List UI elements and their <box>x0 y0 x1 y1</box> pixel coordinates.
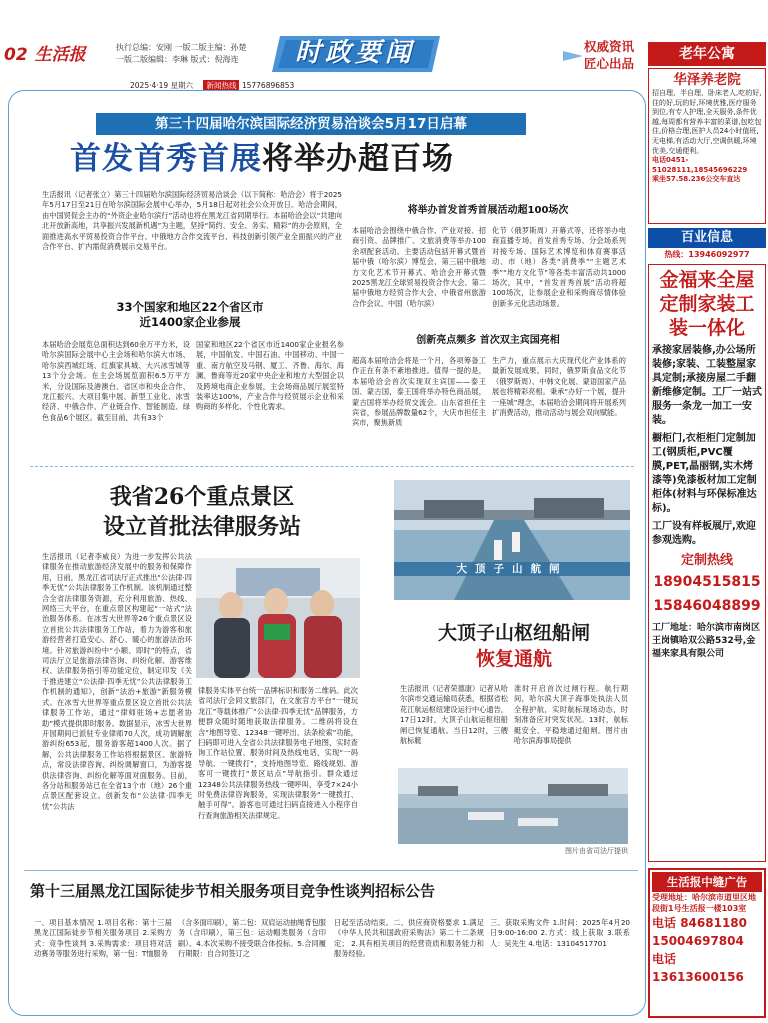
furniture-phone-2: 15846048899 <box>653 598 761 614</box>
hotline-label: 新闻热线 <box>203 80 239 92</box>
classified-phone-2: 15004697804 <box>652 934 744 948</box>
lead-column-3: 本届哈洽会围绕中俄合作、产业对接、招商引资、品牌推广、文旅消费等举办100余项配套活动。主要活动包括开幕式暨首届中俄（哈尔滨）博览会、第三届中俄地方文化艺术节开幕式、哈洽会开幕式暨2025黑龙江全球贸易投资合作大会、第二届中俄地方经贸合作大会、中俄省州旅游合作会议、中国（哈尔滨） <box>352 226 486 308</box>
lead-subhead-2: 将举办首发首秀首展活动超100场次 <box>407 205 569 216</box>
tender-divider <box>24 870 638 871</box>
classified-phones <box>652 914 762 986</box>
tender-column-3: 日起至活动结束。二、供应商资格要求 1.满足《中华人民共和国政府采购法》第二十二条规定； 2.具有相关项目的经营资质和服务能力和服务经验。 <box>334 918 484 959</box>
nursing-home-address: 乘坐57.58.236公交车直达 <box>652 175 741 184</box>
furniture-ad-body-2: 橱柜门,衣柜柜门定制加工(钢质柜,PVC覆膜,PET,晶丽钢,实木烤漆等)免漆板材加工定制柜体(材料与环保标准达标)。 <box>652 433 757 514</box>
lead-headline-part-1: 首发首秀首展 <box>70 141 262 177</box>
story-two-headline-line-2: 设立首批法律服务站 <box>102 514 301 540</box>
slogan <box>584 38 634 72</box>
page-number <box>4 40 86 65</box>
law-station-photo <box>196 558 360 678</box>
lead-column-5: 超高本届哈洽会将是一个月，各项筹备工作正在有条不紊地推进。值得一提的是，本届哈洽会首次实现双主宾国——泰王国、蒙古国，泰王国将举办特色商品展，蒙古国将举办经贸交流会。山东省担任主宾省，参展品牌数量62个，大庆市担任主宾市，聚焦新质 <box>352 356 486 428</box>
tender-column-1: 一、项目基本情况 1.项目名称：第十三届黑龙江国际徒步节相关服务项目 2.采购方式：竞争性谈判 3.采购需求：项目将对活动赛务等服务进行采购，第一包：T恤服务 <box>34 918 172 959</box>
story-two-headline-line-1: 我省26个重点景区 <box>109 484 295 510</box>
ship-lock-photo <box>394 480 630 600</box>
story-three-headline-line-2: 恢复通航 <box>475 648 552 670</box>
furniture-ad-body: 承接家居装修,办公场所装修;家装、工装整屋家具定制;承接房屋二手翻新维修定制。工厂一站式服务一条龙一加工一安装。 <box>652 345 762 426</box>
classified-phone-3: 13613600156 <box>652 970 744 984</box>
ships-photo <box>398 768 628 844</box>
lead-column-6: 生产力，重点展示大庆现代化产业体系的最新发展成果。同时，俄罗斯食品文化节（俄罗斯周）、中韩文化展、蒙语国家产品展也将精彩亮相。秉承“办好一个展，提升一座城”理念，本届哈洽会期间将开展系列扩消费活动，推动活动与展会双向赋能。 <box>492 356 626 418</box>
ship-lock-caption: 大顶子山航闸 <box>456 563 568 575</box>
ad-sidebar <box>648 42 766 1020</box>
page-number-value: 02 <box>4 45 28 65</box>
sidebar-title: 老年公寓 <box>648 42 766 66</box>
story-two-column-2: 律服务实体平台统一品牌标识和服务二维码。此次省司法厅会同文旅部门，在文旅官方平台“一键玩龙江”等载体推广“公法律·四季无忧”品牌服务，方便群众随时随地获取法律服务。二维码将设在含“地图导览、12348一键呼出、法条检索”功能，扫码即可进入全省公共法律服务电子地图，实时查询工作站位置、服务时间及热线电话，实现“一码导航、一键拨打”，支持地图导览、路线规划、游客可一键拨打“景区站点”导航指引。群众通过12348公共法律服务热线一键呼叫，享受7×24小时免费法律咨询服务，实现法律服务“一键拨打、触手可得”。游客也可通过扫码直接进入小程序自行查询旅游相关法律规定。 <box>198 686 358 820</box>
classified-phone-label-2: 电话 <box>652 952 677 966</box>
story-three-column-2: 准时开启首次过闸行程。航行期间，哈尔滨大顶子海事处执法人员全程护航，实时航标现场动态，时刻准备应对突发状况。13时，航标艇安全、平稳地通过船闸。图片由哈尔滨海事局提供 <box>514 684 628 746</box>
furniture-hotline-label: 定制热线 <box>680 553 733 568</box>
classified-phone-1: 84681180 <box>680 916 747 930</box>
story-three-headline-line-1: 大顶子山枢纽船闸 <box>437 622 590 644</box>
lead-column-2: 国家和地区22个省区市近1400家企业报名参展，中国航发、中国石油、中国移动、中国一重、南方航空及马钢、厦工、齐鲁、海尔、海澜、鲁商等近20家中央企业和地方大型国企以及跨境电商企业参展，主会场商品展厅展室特装率达100%，产业合作与经贸展示企业和采购商的多样化、个性化需求。 <box>196 340 344 412</box>
classified-phone-label-1: 电话 <box>652 916 677 930</box>
nursing-home-text: 招自理、半自理、卧床老人,吃的好,住的好,玩的好,环境优雅,医疗服务到位,有专人护理,全天服务,条件优越,每周都有营养丰富的菜谱,包吃包住,价格合理,医护人员24小时值班,无电梯,有活动大厅,空调供暖,环境优美,交通便利。 <box>652 89 762 155</box>
lead-subhead-1-line-2: 近1400家企业参展 <box>139 315 241 329</box>
furniture-ad-headline: 金福来全屋定制家装工装一体化 <box>659 269 755 339</box>
nursing-home-phone: 电话0451-51028111,18545696229 <box>652 156 748 174</box>
nursing-home-ad <box>648 68 766 224</box>
lead-kicker: 第三十四届哈尔滨国际经济贸易洽谈会5月17日启幕 <box>96 113 526 135</box>
section-divider <box>30 466 634 467</box>
info-phone: 热线：13946092977 <box>664 250 750 259</box>
editors-credit <box>116 42 247 66</box>
nursing-home-name: 华泽养老院 <box>673 72 741 88</box>
slogan-line-1: 权威资讯 <box>584 39 635 54</box>
tender-headline: 第十三届黑龙江国际徒步节相关服务项目竞争性谈判招标公告 <box>30 882 436 900</box>
furniture-ad <box>648 264 766 862</box>
lead-column-1: 本届哈洽会展览总面积达到60余万平方米，设哈尔滨国际会展中心主会场和哈尔滨大市场、哈尔滨西城红场、红旗家具城、大兴冰雪城等13个分会场。在主会场展览面积6.5万平方米，分设国际及港澳台、省区市和央企合作、龙江振兴、大项目集中展、新型工业化、冰雪经济、中俄合作、产业链合作、智能制造、绿色食品6个展区。截至目前，共有33个 <box>42 340 190 422</box>
section-title: 时政要闻 <box>294 38 415 68</box>
lead-column-4: 化节（俄罗斯周）开幕式等，还将举办电商直播专场、首发首秀专场、分会场系列对接专场、国际艺术博览和体育赛事活动、市（地）各类“消费季”“主题艺术季”“地方文化节”等各类丰富活动共1000场次，其中，“首发首秀首展”活动将超100场次，让参展企业和采购商尽情体验创新多元化活动场景。 <box>492 226 626 308</box>
classified-address: 受理地址：哈尔滨市道里区地段街1号生活报一楼103室 <box>652 893 756 913</box>
paper-name: 生活报 <box>34 45 86 65</box>
furniture-address: 工厂地址：哈尔滨市南岗区王岗镇哈双公路532号,金福来家具有限公司 <box>652 623 761 659</box>
tender-column-4: 三、获取采购文件 1.时间：2025年4月20日9:00-16:00 2.方式：线上获取 3.联系人：吴先生 4.电话：13104517701 <box>490 918 630 948</box>
editors-line-2: 一版二版编辑：李琳 版式：倪海连 <box>116 55 239 64</box>
hotline-number: 15776896853 <box>241 81 295 90</box>
photo-credit: 图片由省司法厅提供 <box>565 847 628 855</box>
issue-date: 2025·4·19 星期六 <box>130 81 194 90</box>
furniture-phone-1: 18904515815 <box>653 574 761 590</box>
lead-intro: 生活报讯（记者张立）第三十四届哈尔滨国际经济贸易洽谈会（以下简称：哈洽会）将于2025年5月17日至21日在哈尔滨国际会展中心举办，5月18日起对社会公众开放日。哈洽会期间，由中国贸促会主办的“外资企业哈尔滨行”活动也将在黑龙江省同期举行。本届哈洽会以“共建向北开放新高地，共享振兴发展新机遇”为主题，坚持“简约、安全、务实、精彩”的办会原则，全面推进高水平贸易投资合作平台、中俄地方合作交流平台、科技创新引领产业全面振兴的产业合作平台、扩内需促消费展示交易平台。 <box>42 190 342 252</box>
classified-ad <box>648 868 766 1018</box>
story-two-column-1: 生活报讯（记者李威良）为进一步发挥公共法律服务在推动旅游经济发展中的服务和保障作用，日前，黑龙江省司法厅正式推出“公法律·四季无忧”公共法律服务工作机制。该机制通过整合全省法律服务资源，充分利用旅游、热线、网络三大平台，在重点景区构建起“一站式”法治服务体系。在冰雪大世界等26个重点景区设立首批公共法律服务工作站，着力为游客和旅游经营者打造安心、舒心、暖心的旅游法治环境。针对旅游纠纷中“小额、即时”的特点，省司法厅立足旅游法律咨询、纠纷化解、游客维权、法律服务指引等功能定位，制定印发《关于推进建立“公法律·四季无忧”公共法律服务工作机制的通知》，创新“法治+旅游”新服务模式。在冰雪大世界等重点景区设立首批公共法律服务工作站，通过“律师驻场+志愿者协助”模式提供即时服务。数据显示，冰雪大世界开园期间已派驻专业律师70人次，成功调解旅游纠纷653起，服务游客超1400人次。据了解，公共法律服务工作站将根据景区、旅游特点，常设法律咨询、纠纷调解窗口，为游客提供法律咨询、纠纷化解等面对面服务。目前，各分站和服务站已在全省13个市（地）26个重点景区配套设立。创新发布“公法律·四季无忧”公共法 <box>42 552 192 811</box>
lead-subhead-1-line-1: 33个国家和地区22个省区市 <box>116 300 264 314</box>
editors-line-1: 执行总编：安刚 一版二版主编：孙楚 <box>116 43 247 52</box>
lead-subhead-3: 创新亮点频多 首次双主宾国亮相 <box>416 335 560 346</box>
story-three-column-1: 生活报讯（记者荣德康）记者从哈尔滨市交通运输局获悉，根据省松花江航运枢纽建设运行中心通告，17日12时，大顶子山航运枢纽船闸已恢复通航。当日12时，三艘航标艇 <box>400 684 508 746</box>
furniture-ad-body-3: 工厂设有样板展厅,欢迎参观选购。 <box>652 521 756 546</box>
arrow-icon <box>563 51 583 61</box>
story-two-headline <box>58 482 346 542</box>
lead-headline-part-2: 将举办超百场 <box>262 141 454 177</box>
classified-title: 生活报中缝广告 <box>652 872 762 892</box>
lead-headline <box>70 138 570 180</box>
tender-column-2: （含多面印刷），第二包：双肩运动抽绳背包服务（含印刷），第三包：运动帽类服务（含印刷）。4.本次采购不接受联合体投标。5.合同履行期限：自合同签订之 <box>178 918 326 959</box>
story-three-headline <box>398 620 630 672</box>
slogan-line-2: 匠心出品 <box>584 56 635 71</box>
info-title: 百业信息 <box>648 228 766 248</box>
lead-subhead-1 <box>60 300 320 330</box>
